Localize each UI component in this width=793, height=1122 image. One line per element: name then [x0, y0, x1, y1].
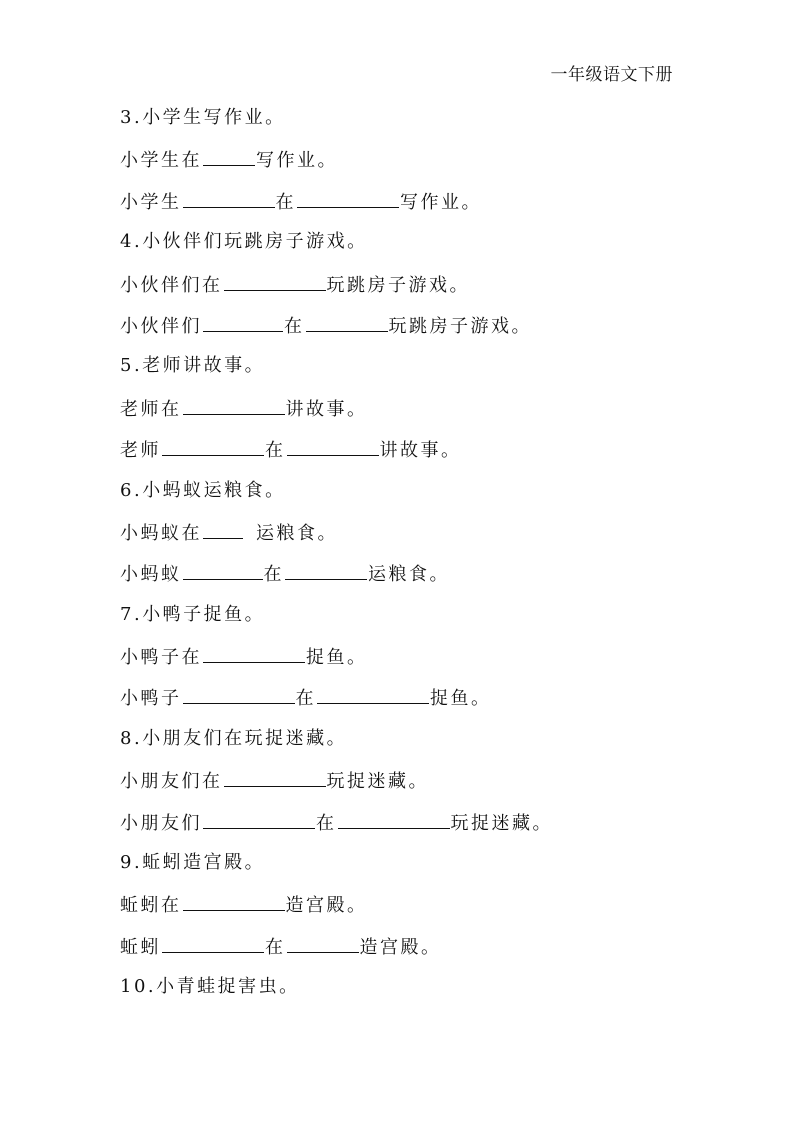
answer-blank[interactable] [203, 518, 243, 539]
answer-blank[interactable] [287, 435, 379, 456]
exercise-prompt [120, 352, 720, 393]
fill-text: 老师在 [120, 398, 182, 420]
worksheet-content [120, 104, 720, 1015]
fill-text: 小鸭子在 [120, 647, 202, 669]
exercise-number: 6. [120, 479, 143, 501]
exercise-sentence: 小蚂蚁运粮食。 [142, 479, 286, 501]
answer-blank[interactable] [203, 311, 283, 332]
exercise-number: 7. [120, 603, 143, 625]
exercise-sentence: 小青蛙捉害虫。 [156, 976, 300, 998]
fill-text: 在 [265, 936, 286, 958]
fill-line-1 [120, 145, 720, 186]
answer-blank[interactable] [203, 642, 305, 663]
fill-text: 蚯蚓在 [120, 895, 182, 917]
exercise-prompt [120, 725, 720, 766]
answer-blank[interactable] [285, 559, 367, 580]
fill-line-1 [120, 890, 720, 931]
exercise-number: 4. [120, 231, 143, 253]
answer-blank[interactable] [224, 766, 326, 787]
exercise-prompt [120, 104, 720, 145]
fill-text: 在 [284, 315, 305, 337]
fill-text: 造宫殿。 [285, 895, 368, 917]
fill-text: 小鸭子 [120, 688, 182, 710]
fill-line-2 [120, 187, 720, 228]
fill-text: 讲故事。 [379, 440, 462, 462]
answer-blank[interactable] [183, 559, 263, 580]
fill-text: 玩捉迷藏。 [450, 812, 553, 834]
fill-text: 玩跳房子游戏。 [388, 315, 532, 337]
exercise-prompt [120, 601, 720, 642]
answer-blank[interactable] [203, 808, 315, 829]
fill-text: 捉鱼。 [306, 647, 368, 669]
answer-blank[interactable] [183, 683, 295, 704]
exercise-prompt [120, 849, 720, 890]
fill-text: 捉鱼。 [430, 688, 492, 710]
fill-text: 在 [263, 564, 284, 586]
fill-text: 写作业。 [256, 150, 338, 172]
fill-text: 小朋友们 [120, 812, 202, 834]
fill-text: 运粮食。 [256, 522, 338, 544]
fill-text: 小朋友们在 [120, 771, 223, 793]
fill-text: 在 [316, 812, 337, 834]
exercise-sentence: 小朋友们在玩捉迷藏。 [142, 727, 348, 749]
fill-text: 造宫殿。 [359, 936, 442, 958]
fill-line-1 [120, 270, 720, 311]
answer-blank[interactable] [162, 435, 264, 456]
exercise-sentence: 蚯蚓造宫殿。 [142, 852, 266, 874]
fill-text: 玩捉迷藏。 [326, 771, 429, 793]
answer-blank[interactable] [203, 145, 255, 166]
fill-text: 蚯蚓 [120, 936, 161, 958]
fill-text: 在 [275, 191, 296, 213]
answer-blank[interactable] [224, 270, 326, 291]
fill-line-2 [120, 932, 720, 973]
fill-text: 小伙伴们 [120, 315, 202, 337]
fill-text: 在 [295, 688, 316, 710]
fill-line-2 [120, 311, 720, 352]
fill-line-2 [120, 683, 720, 724]
fill-text: 玩跳房子游戏。 [326, 274, 470, 296]
fill-text: 小伙伴们在 [120, 274, 223, 296]
fill-line-1 [120, 766, 720, 807]
exercise-prompt [120, 228, 720, 269]
fill-line-1 [120, 518, 720, 559]
fill-text: 运粮食。 [368, 564, 450, 586]
exercise-prompt [120, 477, 720, 518]
fill-text: 老师 [120, 440, 161, 462]
exercise-number: 8. [120, 727, 143, 749]
exercise-sentence: 小伙伴们玩跳房子游戏。 [142, 231, 368, 253]
fill-text: 小蚂蚁 [120, 564, 182, 586]
answer-blank[interactable] [183, 187, 275, 208]
fill-text: 讲故事。 [285, 398, 368, 420]
fill-line-2 [120, 435, 720, 476]
answer-blank[interactable] [287, 932, 359, 953]
exercise-sentence: 老师讲故事。 [142, 355, 266, 377]
exercise-sentence: 小鸭子捉鱼。 [142, 603, 266, 625]
fill-line-2 [120, 559, 720, 600]
fill-line-1 [120, 642, 720, 683]
page-header-title: 一年级语文下册 [550, 65, 673, 85]
fill-line-1 [120, 394, 720, 435]
exercise-number: 3. [120, 107, 143, 128]
answer-blank[interactable] [338, 808, 450, 829]
answer-blank[interactable] [297, 187, 399, 208]
answer-blank[interactable] [162, 932, 264, 953]
fill-text: 小学生 [120, 191, 182, 213]
fill-text: 小学生在 [120, 150, 202, 172]
fill-text: 在 [265, 440, 286, 462]
fill-text: 写作业。 [400, 191, 482, 213]
answer-blank[interactable] [317, 683, 429, 704]
exercise-number: 9. [120, 852, 143, 874]
answer-blank[interactable] [183, 890, 285, 911]
answer-blank[interactable] [306, 311, 388, 332]
exercise-number: 10. [120, 976, 157, 998]
exercise-prompt [120, 973, 720, 1014]
exercise-sentence: 小学生写作业。 [142, 107, 286, 128]
answer-blank[interactable] [183, 394, 285, 415]
exercise-number: 5. [120, 355, 143, 377]
fill-line-2 [120, 808, 720, 849]
fill-text: 小蚂蚁在 [120, 522, 202, 544]
